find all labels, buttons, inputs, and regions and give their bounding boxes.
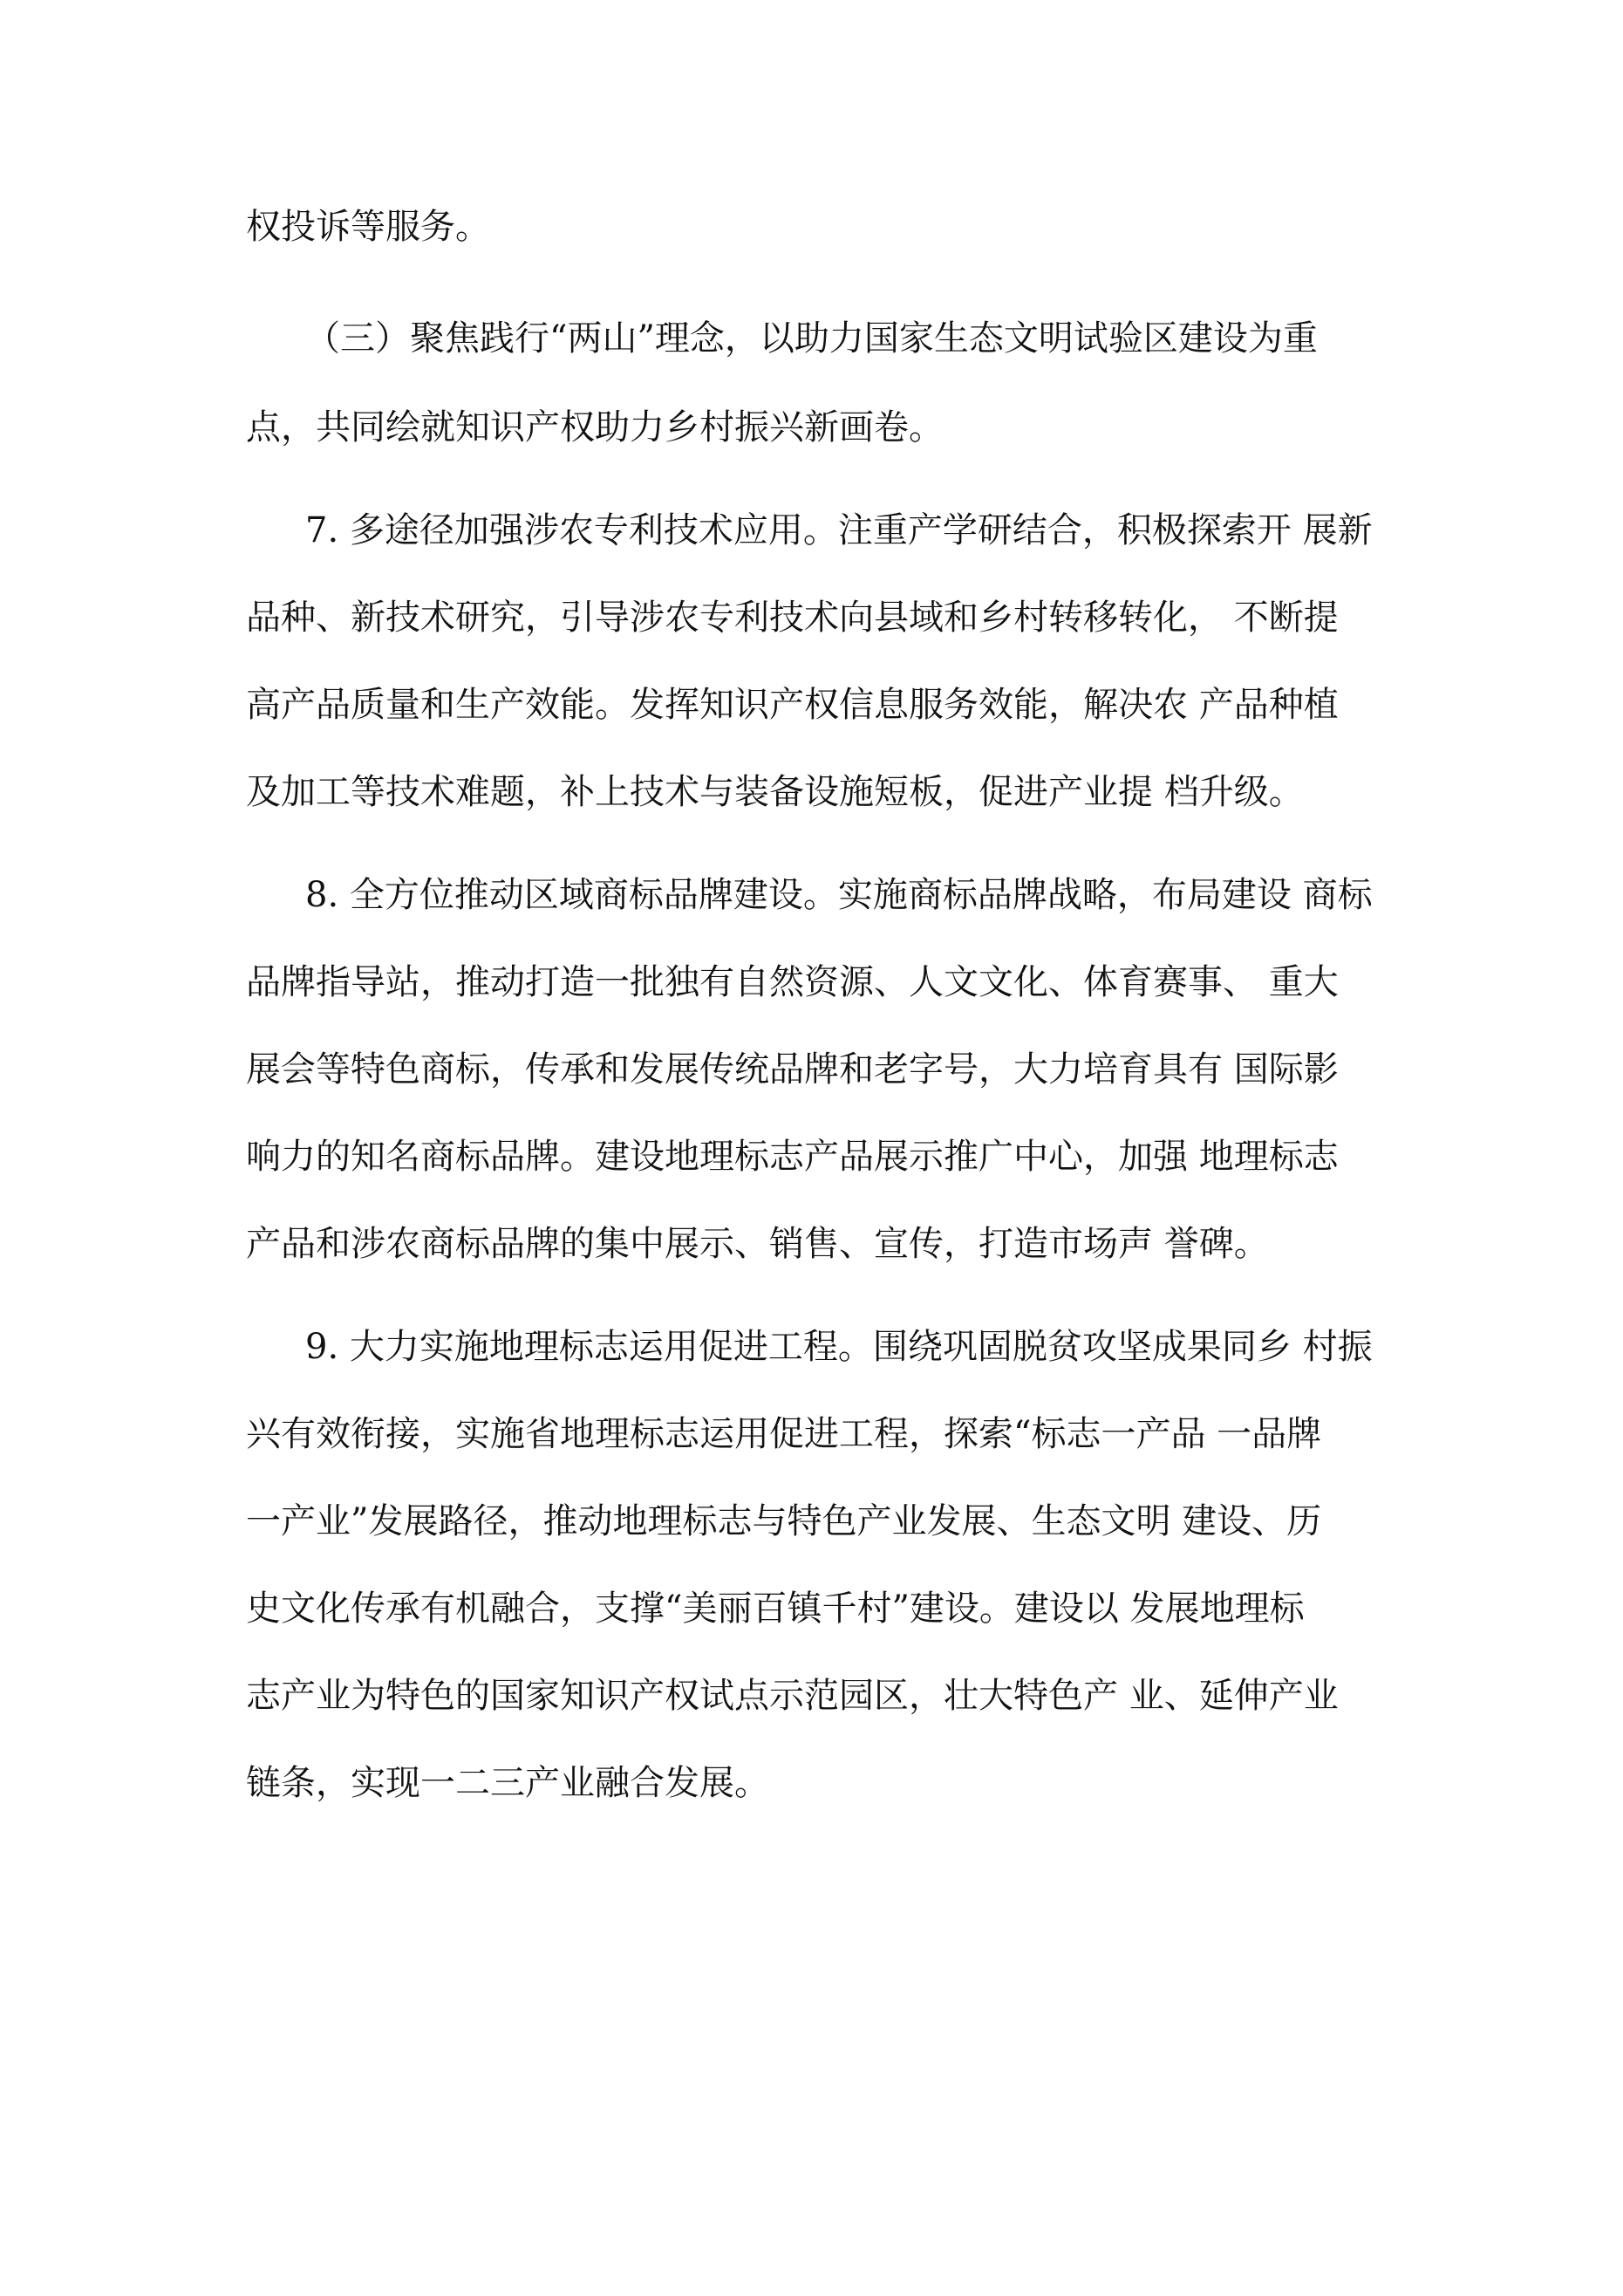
paragraph-line: 及加工等技术难题，补上技术与装备设施短板，促进产业提 档升级。 — [246, 772, 1304, 812]
paragraph-line: 一产业”发展路径，推动地理标志与特色产业发展、生态文明 建设、历 — [246, 1501, 1322, 1541]
paragraph-line: 兴有效衔接，实施省地理标志运用促进工程，探索“标志一产品 一品牌 — [246, 1414, 1322, 1454]
section-heading-line: （三）聚焦践行“两山”理念，以助力国家生态文明试验区建设为重 — [305, 318, 1318, 359]
paragraph-line: 高产品质量和生产效能。发挥知识产权信息服务效能，解决农 产品种植 — [246, 685, 1339, 725]
paragraph-line: 品种、新技术研究，引导涉农专利技术向县域和乡村转移转化， 不断提 — [246, 598, 1339, 638]
text-line: 权投诉等服务。 — [246, 207, 490, 247]
paragraph-line: 志产业为特色的国家知识产权试点示范园区，壮大特色产 业、延伸产业 — [246, 1676, 1339, 1716]
paragraph-line: 品牌指导站，推动打造一批独有自然资源、人文文化、体育赛事、 重大 — [246, 962, 1339, 1002]
paragraph-line: 展会等特色商标，传承和发展传统品牌和老字号，大力培育具有 国际影 — [246, 1049, 1339, 1090]
paragraph-line: 7. 多途径加强涉农专利技术应用。注重产学研结合，积极探索开 展新 — [305, 510, 1373, 550]
paragraph-line: 响力的知名商标品牌。建设地理标志产品展示推广中心，加强 地理标志 — [246, 1137, 1339, 1177]
paragraph-line: 8. 全方位推动区域商标品牌建设。实施商标品牌战略，布局建设 商标 — [305, 875, 1373, 915]
paragraph-line: 链条，实现一二三产业融合发展。 — [246, 1763, 769, 1803]
section-heading-line: 点，共同绘就知识产权助力乡村振兴新画卷。 — [246, 407, 944, 448]
paragraph-line: 史文化传承有机融合，支撑“美丽百镇千村”建设。建设以 发展地理标 — [246, 1589, 1305, 1629]
paragraph-line: 9. 大力实施地理标志运用促进工程。围绕巩固脱贫攻坚成果同乡 村振 — [305, 1327, 1373, 1367]
paragraph-line: 产品和涉农商标品牌的集中展示、销售、宣传，打造市场声 誉碑。 — [246, 1224, 1269, 1264]
